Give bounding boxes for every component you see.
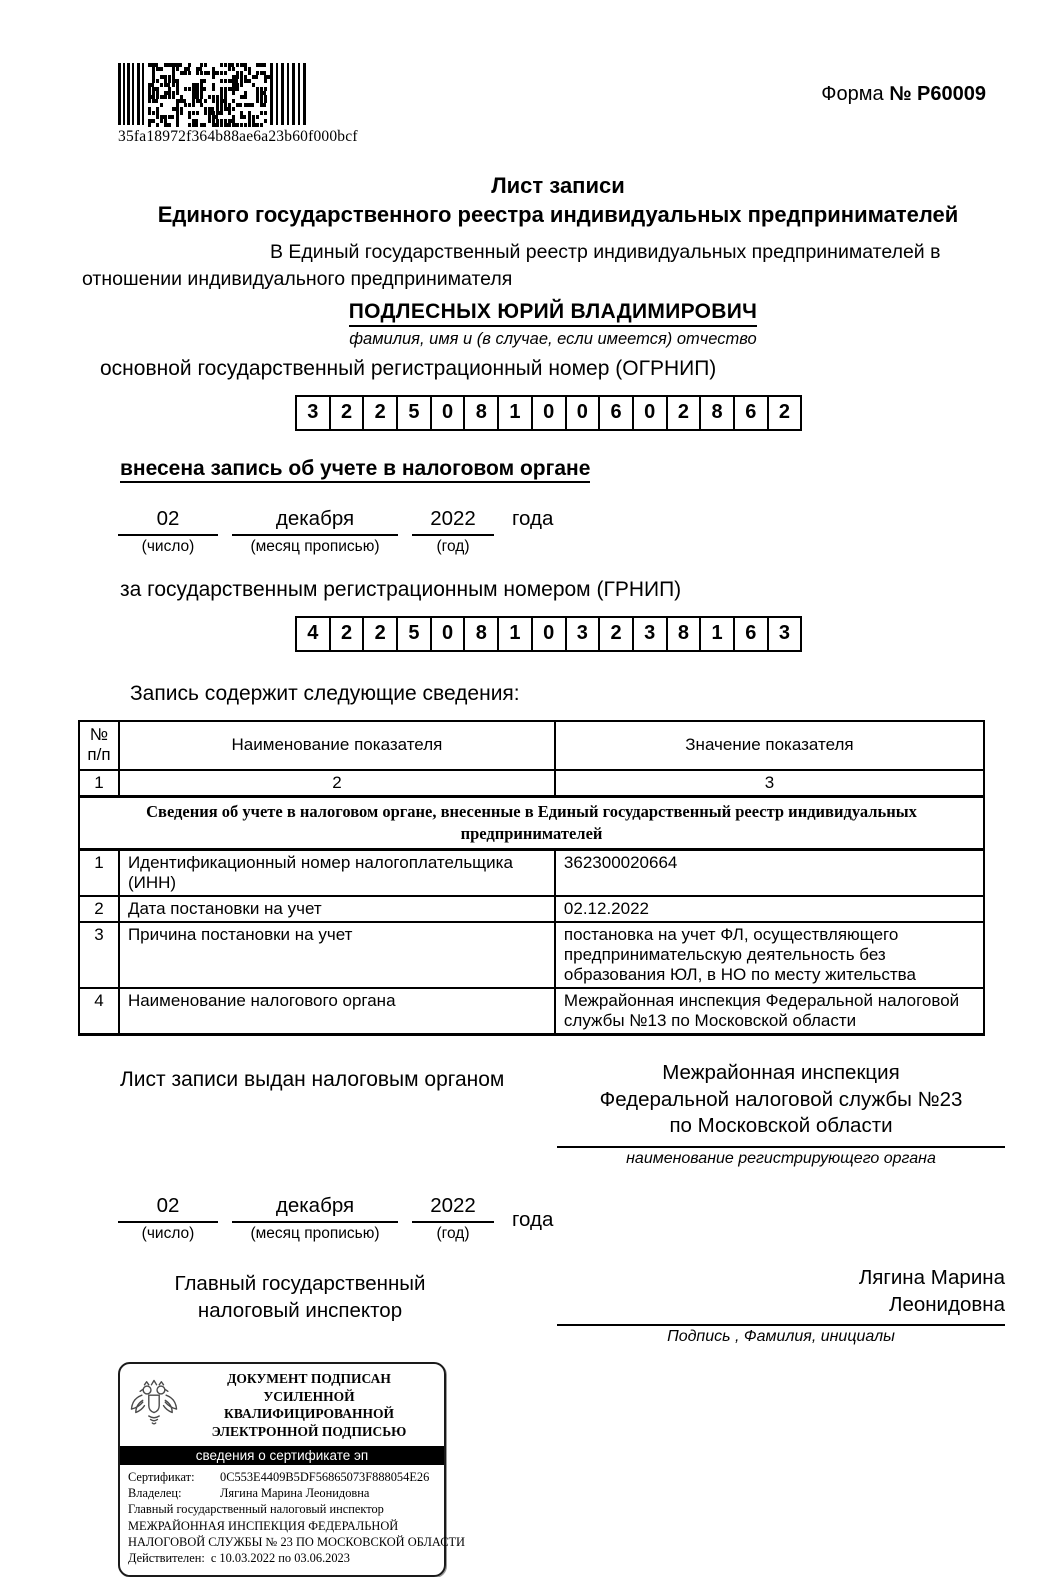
month-value: декабря [232,507,398,536]
ogrnip-digit: 3 [295,395,331,431]
grnip-digit: 8 [463,616,499,652]
ogrnip-digit: 0 [565,395,601,431]
header [0,0,1061,146]
owner-position: Главный государственный налоговый инспектор [128,1502,384,1517]
record-date-month [232,507,398,556]
grnip-digit: 6 [733,616,769,652]
grnip-digit: 5 [396,616,432,652]
issuing-authority-name: Межрайонная инспекция Федеральной налоговой службы №23 по Московской области [557,1060,1005,1148]
grnip-digit: 8 [666,616,702,652]
stamp-authority-line2: НАЛОГОВОЙ СЛУЖБЫ № 23 ПО МОСКОВСКОЙ ОБЛАСТИ [128,1535,465,1550]
inspector-name: Лягина Марина Леонидовна [557,1265,1005,1326]
day-value: 02 [118,507,218,536]
record-date-day [118,507,218,556]
issuing-authority-caption: наименование регистрирующего органа [626,1150,936,1168]
year-caption: (год) [436,537,470,555]
header-num: № п/п [79,721,119,770]
day-caption: (число) [141,537,195,555]
ogrnip-digit: 1 [497,395,533,431]
ogrnip-digit: 2 [329,395,365,431]
issue-date-month [232,1194,398,1243]
table-intro: Запись содержит следующие сведения: [130,681,520,705]
entrepreneur-name: ПОДЛЕСНЫХ ЮРИЙ ВЛАДИМИРОВИЧ [349,300,757,327]
form-number-prefix: Форма [821,83,884,105]
intro-paragraph: В Единый государственный реестр индивидуальных предпринимателей в отношении индивидуального предпринимателя [82,241,941,290]
grnip-digits [295,616,1061,652]
ogrnip-digit: 5 [396,395,432,431]
esignature-stamp [118,1362,465,1576]
certificate-value: 0C553E4409B5DF56865073F888054E26 [220,1469,430,1484]
table-row: 3 Причина постановки на учет постановка на учет ФЛ, осуществляющего предпринимательскую деятельность без образования ЮЛ, в НО по месту жительства [79,922,984,988]
column-number-row: 1 2 3 [79,770,984,797]
year-value: 2022 [412,507,494,536]
stamp-title: ДОКУМЕНТ ПОДПИСАН УСИЛЕННОЙ КВАЛИФИЦИРОВАННОЙ ЭЛЕКТРОННОЙ ПОДПИСЬЮ [211,1371,407,1439]
ogrnip-digit: 2 [666,395,702,431]
title-line1: Лист записи [491,173,625,198]
grnip-digit: 4 [295,616,331,652]
grnip-digit: 0 [531,616,567,652]
month-caption: (месяц прописью) [250,537,380,555]
month-caption: (месяц прописью) [250,1225,380,1243]
coat-of-arms-icon [128,1377,182,1434]
table-section-row [79,796,984,850]
grnip-digit: 3 [565,616,601,652]
signature-caption: Подпись , Фамилия, инициалы [667,1328,895,1346]
barcode-block [118,63,358,146]
ogrnip-digit: 2 [362,395,398,431]
table-header-row [79,721,984,770]
entrepreneur-name-block [45,300,1061,327]
grnip-digit: 2 [362,616,398,652]
date-suffix: года [512,1208,554,1232]
record-details-table [78,720,985,1036]
issue-date-day [118,1194,218,1243]
signature-block [557,1265,1005,1346]
barcode-icon [118,63,305,125]
ogrnip-digit: 0 [430,395,466,431]
inspector-position: Главный государственный налоговый инспектор [174,1272,426,1322]
validity-line: Действителен: с 10.03.2022 по 03.06.2023 [128,1551,350,1566]
ogrnip-digit: 2 [767,395,803,431]
page-title [55,172,1061,229]
year-caption: (год) [436,1225,470,1243]
entrepreneur-name-caption: фамилия, имя и (в случае, если имеется) отчество [349,329,757,348]
form-number-value: № Р60009 [889,83,986,105]
issuing-authority [557,1060,1005,1168]
table-row: 2 Дата постановки на учет 02.12.2022 [79,896,984,922]
issue-date-year [412,1194,494,1243]
stamp-certificate-bar: сведения о сертификате эп [120,1446,444,1465]
form-number [821,83,986,146]
validity-value: с 10.03.2022 по 03.06.2023 [210,1551,350,1566]
date-suffix: года [512,506,554,530]
record-date [118,507,1061,556]
ogrnip-digit: 6 [598,395,634,431]
grnip-digit: 3 [767,616,803,652]
month-value: декабря [232,1194,398,1223]
barcode-caption: 35fa18972f364b88ae6a23b60f000bcf [118,128,358,145]
issued-label: Лист записи выдан налоговым органом [120,1068,505,1092]
day-value: 02 [118,1194,218,1223]
stamp-details [120,1469,465,1567]
ogrnip-digit: 0 [531,395,567,431]
certificate-line: Сертификат: 0C553E4409B5DF56865073F888054E26 [128,1469,430,1484]
table-row: 4 Наименование налогового органа Межрайонная инспекция Федеральной налоговой службы №13 по Московской области [79,988,984,1035]
grnip-digit: 0 [430,616,466,652]
title-line2: Единого государственного реестра индивидуальных предпринимателей [157,201,959,227]
table-section-title: Сведения об учете в налоговом органе, внесенные в Единый государственный реестр индивидуальных предпринимателей [79,796,984,850]
grnip-label: за государственным регистрационным номером (ГРНИП) [120,577,682,601]
grnip-digit: 1 [497,616,533,652]
table-row: 1 Идентификационный номер налогоплательщика (ИНН) 362300020664 [79,850,984,897]
ogrnip-digit: 0 [632,395,668,431]
issued-by [0,1060,1061,1168]
ogrnip-digits [295,395,1061,431]
record-heading: внесена запись об учете в налоговом органе [120,457,1061,481]
header-name: Наименование показателя [119,721,555,770]
day-caption: (число) [141,1225,195,1243]
signature-area [0,1265,1061,1346]
grnip-digit: 2 [329,616,365,652]
record-date-year [412,507,494,556]
ogrnip-digit: 6 [733,395,769,431]
ogrnip-digit: 8 [463,395,499,431]
issue-date [118,1194,1061,1243]
ogrnip-label: основной государственный регистрационный номер (ОГРНИП) [100,356,717,380]
ogrnip-digit: 8 [699,395,735,431]
owner-value: Лягина Марина Леонидовна [220,1485,370,1500]
stamp-header [120,1370,444,1440]
grnip-digit: 2 [598,616,634,652]
header-value: Значение показателя [555,721,984,770]
year-value: 2022 [412,1194,494,1223]
stamp-authority-line1: МЕЖРАЙОННАЯ ИНСПЕКЦИЯ ФЕДЕРАЛЬНОЙ [128,1518,399,1533]
grnip-digit: 1 [699,616,735,652]
owner-line: Владелец: Лягина Марина Леонидовна [128,1485,370,1500]
grnip-digit: 3 [632,616,668,652]
